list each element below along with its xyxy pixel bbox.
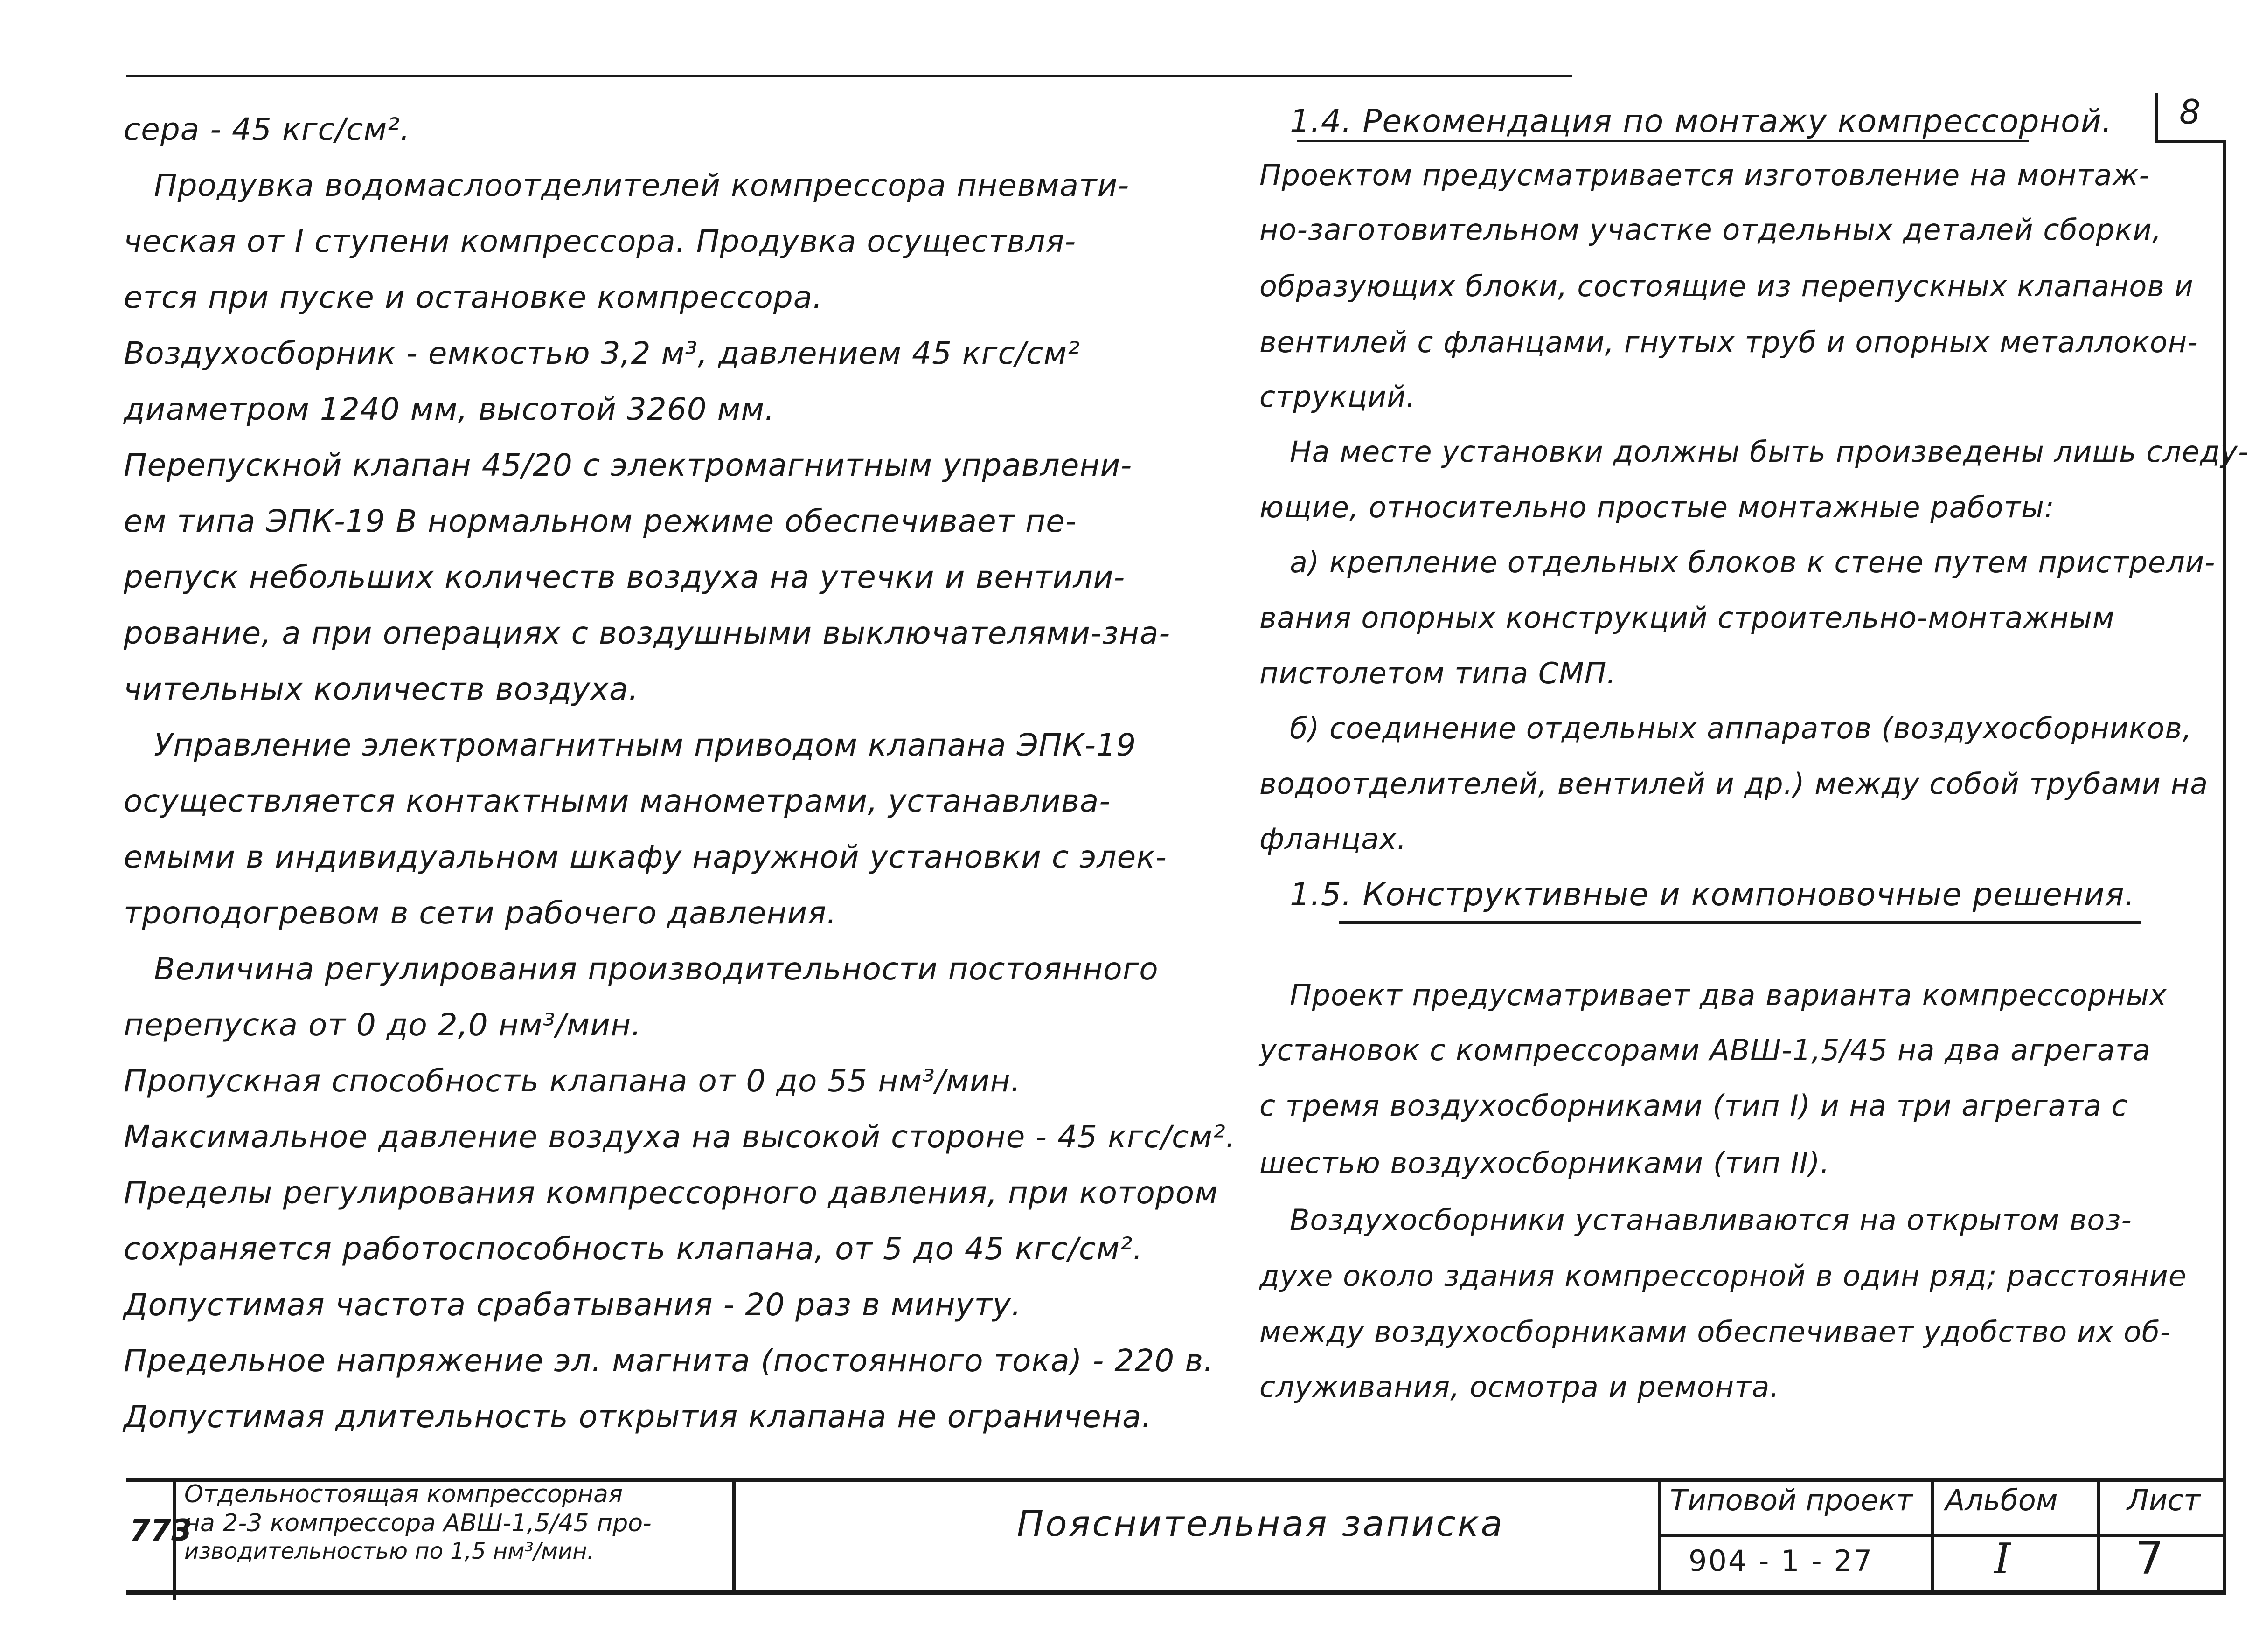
right-text-line: струкций. <box>1259 380 1416 414</box>
right-text-line: с тремя воздухосборниками (тип I) и на три агрегата с <box>1259 1089 2128 1123</box>
left-text-line: ческая от I ступени компрессора. Продувка осуществля- <box>124 223 1077 259</box>
title-block-album-value: I <box>1994 1534 2011 1583</box>
right-text-line: Воздухосборники устанавливаются на открытом воз- <box>1290 1203 2132 1237</box>
left-text-line: перепуска от 0 до 2,0 нм³/мин. <box>124 1007 642 1043</box>
right-text-line: а) крепление отдельных блоков к стене путем пристрели- <box>1290 545 2216 579</box>
left-text-line: репуск небольших количеств воздуха на утечки и вентили- <box>124 559 1126 595</box>
right-text-line: пистолетом типа СМП. <box>1259 656 1617 690</box>
sheet-corner-number: 8 <box>2179 92 2201 132</box>
right-text-line: образующих блоки, состоящие из перепускных клапанов и <box>1259 269 2194 303</box>
title-block-description-line-2: на 2-3 компрессора АВШ-1,5/45 про- <box>184 1509 652 1537</box>
left-text-line: сера - 45 кгс/см². <box>124 111 410 147</box>
right-text-line: водоотделителей, вентилей и др.) между собой трубами на <box>1259 767 2209 801</box>
title-block-description-line-3: изводительностью по 1,5 нм³/мин. <box>184 1538 594 1564</box>
right-text-line: фланцах. <box>1259 822 1407 856</box>
left-text-line: сохраняется работоспособность клапана, от 5 до 45 кгс/см². <box>124 1231 1143 1267</box>
right-text-line: шестью воздухосборниками (тип II). <box>1259 1146 1830 1180</box>
right-text-line: вентилей с фланцами, гнутых труб и опорных металлокон- <box>1259 325 2198 359</box>
title-block-divider-3 <box>1658 1478 1661 1593</box>
left-text-line: Пределы регулирования компрессорного давления, при котором <box>124 1175 1218 1211</box>
section-heading: 1.4. Рекомендация по монтажу компрессорной. <box>1290 103 2113 140</box>
left-text-line: Воздухосборник - емкостью 3,2 м³, давлением 45 кгс/см² <box>124 335 1080 371</box>
left-text-line: осуществляется контактными манометрами, устанавлива- <box>124 783 1111 819</box>
left-text-line: Величина регулирования производительности постоянного <box>154 951 1159 987</box>
right-text-line: б) соединение отдельных аппаратов (воздухосборников, <box>1290 711 2192 745</box>
left-text-line: ется при пуске и остановке компрессора. <box>124 279 823 315</box>
section-heading: 1.5. Конструктивные и компоновочные решения. <box>1290 876 2135 913</box>
title-block-description-line-1: Отдельностоящая компрессорная <box>184 1480 623 1508</box>
left-text-line: Допустимая частота срабатывания - 20 раз в минуту. <box>124 1287 1022 1323</box>
right-text-line: Проект предусматривает два варианта компрессорных <box>1290 978 2167 1012</box>
right-text-line: но-заготовительном участке отдельных деталей сборки, <box>1259 213 2162 247</box>
title-block-project-value: 904 - 1 - 27 <box>1689 1544 1874 1578</box>
title-block-divider-5 <box>2097 1478 2100 1593</box>
left-text-line: Продувка водомаслоотделителей компрессора пневмати- <box>154 167 1130 203</box>
title-block-code: 773 <box>130 1513 192 1548</box>
top-border-line <box>126 75 1572 77</box>
left-text-line: рование, а при операциях с воздушными выключателями-зна- <box>124 615 1171 651</box>
right-text-line: вания опорных конструкций строительно-монтажным <box>1259 601 2115 635</box>
title-block-divider-4 <box>1931 1478 1934 1593</box>
left-text-line: Допустимая длительность открытия клапана не ограничена. <box>124 1399 1152 1435</box>
left-text-line: Максимальное давление воздуха на высокой стороне - 45 кгс/см². <box>124 1119 1236 1155</box>
right-text-line: между воздухосборниками обеспечивает удобство их об- <box>1259 1315 2171 1349</box>
heading-underline-1-5 <box>1339 921 2141 924</box>
left-text-line: Управление электромагнитным приводом клапана ЭПК-19 <box>154 727 1137 763</box>
right-text-line: служивания, осмотра и ремонта. <box>1259 1370 1780 1404</box>
right-frame-line <box>2223 140 2226 1595</box>
title-block-sheet-label: Лист <box>2127 1483 2201 1517</box>
right-text-line: Проектом предусматривается изготовление на монтаж- <box>1259 158 2150 192</box>
heading-underline-1-4 <box>1297 140 2029 142</box>
right-text-line: духе около здания компрессорной в один ряд; расстояние <box>1259 1259 2187 1293</box>
title-block-bottom-line <box>126 1590 2225 1595</box>
title-block-project-label: Типовой проект <box>1670 1483 1913 1517</box>
corner-box-bottom <box>2155 140 2225 143</box>
left-text-line: троподогревом в сети рабочего давления. <box>124 895 837 931</box>
left-text-line: емыми в индивидуальном шкафу наружной установки с элек- <box>124 839 1167 875</box>
right-text-line: установок с компрессорами АВШ-1,5/45 на два агрегата <box>1259 1033 2151 1067</box>
corner-box-left <box>2155 93 2158 142</box>
right-text-line: На месте установки должны быть произведены лишь следу- <box>1290 435 2249 469</box>
title-block-title: Пояснительная записка <box>1017 1503 1505 1544</box>
left-text-line: ем типа ЭПК-19 В нормальном режиме обеспечивает пе- <box>124 503 1077 539</box>
left-text-line: Пропускная способность клапана от 0 до 55 нм³/мин. <box>124 1063 1021 1099</box>
left-text-line: диаметром 1240 мм, высотой 3260 мм. <box>124 391 775 427</box>
title-block-sheet-value: 7 <box>2135 1532 2164 1584</box>
title-block-album-label: Альбом <box>1945 1483 2058 1517</box>
right-text-line: ющие, относительно простые монтажные работы: <box>1259 490 2055 524</box>
left-text-line: Перепускной клапан 45/20 с электромагнитным управлени- <box>124 447 1133 483</box>
left-text-line: Предельное напряжение эл. магнита (постоянного тока) - 220 в. <box>124 1343 1214 1379</box>
left-text-line: чительных количеств воздуха. <box>124 671 639 707</box>
title-block-divider-2 <box>732 1478 736 1593</box>
